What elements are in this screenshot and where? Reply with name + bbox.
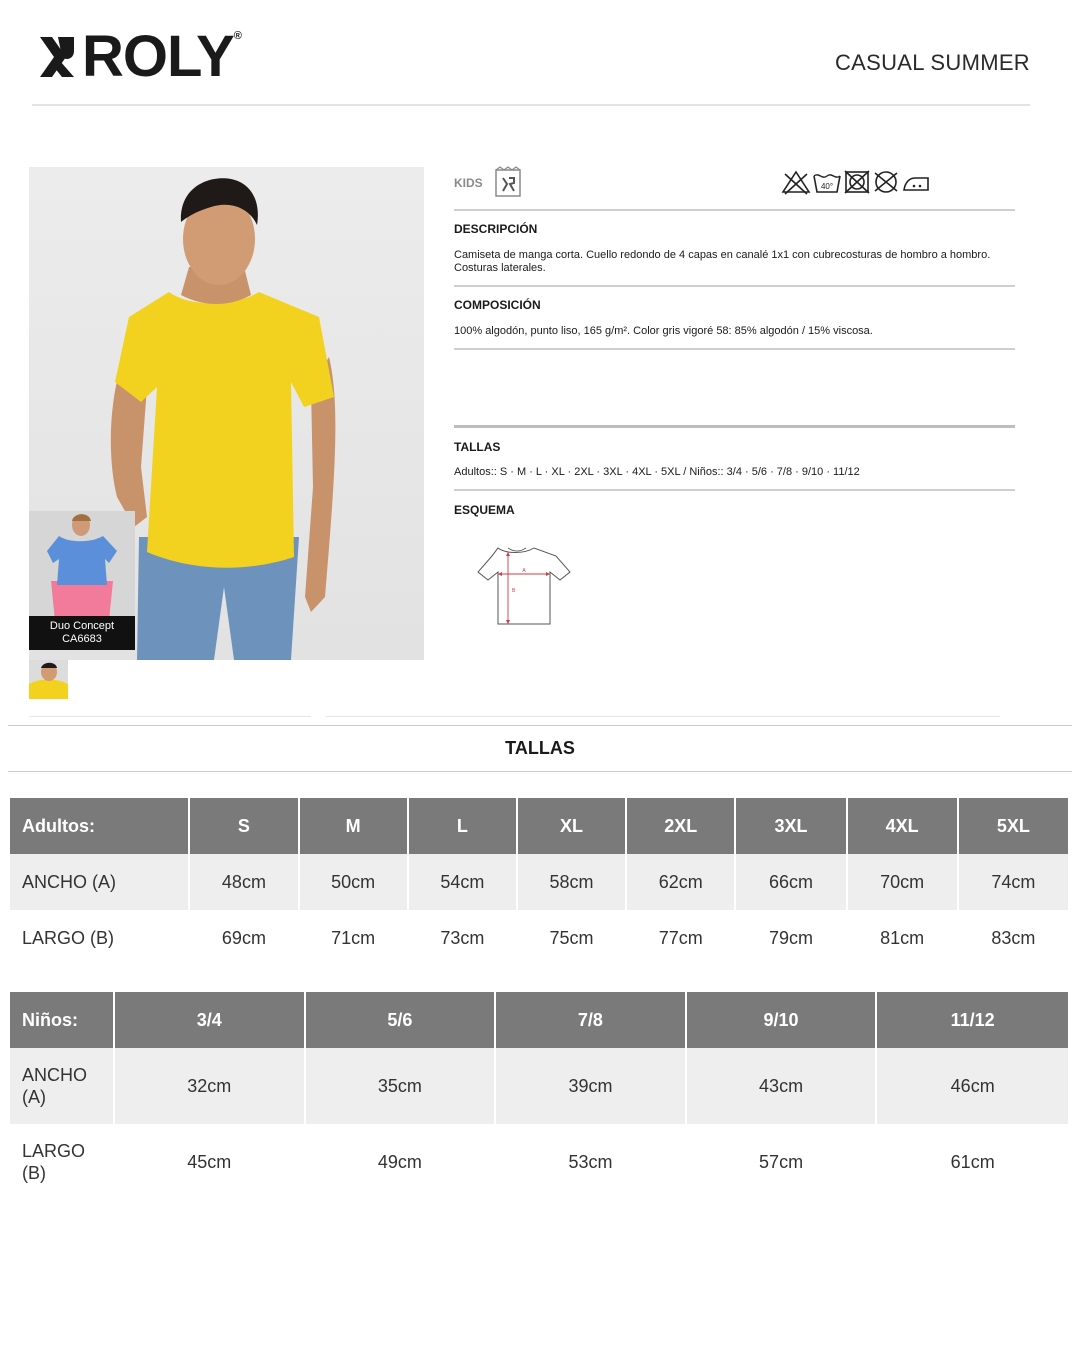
roly-mark-icon: [36, 31, 78, 83]
duo-caption-title: Duo Concept: [49, 620, 115, 632]
size-header: 9/10: [687, 992, 876, 1048]
table-cell: 45cm: [187, 1152, 232, 1172]
info-divider: [454, 209, 1015, 211]
table-cell: 50cm: [300, 854, 407, 910]
tshirt-schema-diagram: [474, 540, 574, 630]
schema-label-a: A: [522, 568, 526, 574]
schema-label-b: B: [512, 588, 516, 594]
thumbnail-illustration: [29, 660, 68, 699]
size-header: 7/8: [496, 992, 685, 1048]
row-label: LARGO (B): [22, 927, 115, 948]
no-tumble-dry-icon: [843, 168, 871, 196]
table-cell: 61cm: [950, 1152, 995, 1172]
duo-caption-code: CA6683: [62, 633, 102, 645]
kids-header: Niños:: [10, 992, 113, 1048]
brand-logo: [36, 24, 242, 89]
kids-and-care-row: [454, 166, 1015, 202]
size-header: M: [300, 798, 407, 854]
table-cell: 54cm: [409, 854, 516, 910]
table-row: [10, 854, 1068, 910]
table-cell: 48cm: [190, 854, 297, 910]
table-cell: 46cm: [877, 1048, 1068, 1124]
adults-size-table: [8, 798, 1070, 966]
section-divider: [326, 716, 1000, 717]
table-cell: 57cm: [759, 1152, 804, 1172]
table-cell: 77cm: [658, 927, 703, 948]
table-cell: 49cm: [377, 1152, 422, 1172]
table-cell: 83cm: [991, 927, 1036, 948]
size-header: 3XL: [736, 798, 845, 854]
table-header-row: [10, 992, 1068, 1048]
table-cell: 70cm: [848, 854, 957, 910]
composicion-title: COMPOSICIÓN: [454, 298, 541, 312]
tallas-info-text: Adultos:: S · M · L · XL · 2XL · 3XL · 4XL · 5XL / Niños:: 3/4 · 5/6 · 7/8 · 9/10 · 11/12: [454, 466, 860, 478]
size-header: 11/12: [877, 992, 1068, 1048]
size-header: XL: [518, 798, 625, 854]
tallas-band-bottom: [8, 771, 1072, 772]
size-header: 4XL: [848, 798, 957, 854]
table-header-row: [10, 798, 1068, 854]
table-cell: 74cm: [959, 854, 1068, 910]
kids-tag-icon: [494, 166, 522, 198]
no-bleach-icon: [781, 168, 811, 196]
info-divider: [454, 425, 1015, 428]
table-cell: 39cm: [496, 1048, 685, 1124]
care-icons: [781, 168, 931, 196]
info-divider: [454, 348, 1015, 350]
tallas-band-top: [8, 725, 1072, 726]
tallas-info-title: TALLAS: [454, 440, 501, 454]
size-header: 3/4: [115, 992, 304, 1048]
table-cell: 35cm: [306, 1048, 495, 1124]
table-cell: 81cm: [880, 927, 925, 948]
duo-concept-caption: [29, 616, 135, 650]
table-cell: 73cm: [440, 927, 485, 948]
table-cell: 79cm: [768, 927, 813, 948]
descripcion-text: Camiseta de manga corta. Cuello redondo de 4 capas en canalé 1x1 con cubrecosturas de hombro a hombro. Costuras laterales.: [454, 249, 991, 274]
table-row: [10, 1048, 1068, 1124]
table-cell: 71cm: [331, 927, 376, 948]
composicion-text: 100% algodón, punto liso, 165 g/m². Color gris vigoré 58: 85% algodón / 15% viscosa.: [454, 325, 873, 337]
table-row: [10, 910, 1068, 966]
kids-label: KIDS: [454, 176, 483, 190]
size-header: L: [409, 798, 516, 854]
adults-header: Adultos:: [10, 798, 188, 854]
row-label: ANCHO (A): [10, 854, 188, 910]
iron-medium-icon: [901, 168, 931, 196]
wash-40-icon: [812, 168, 842, 196]
brand-name: ROLY: [82, 24, 234, 89]
table-cell: 32cm: [115, 1048, 304, 1124]
collection-name: CASUAL SUMMER: [834, 50, 1030, 75]
info-divider: [454, 489, 1015, 491]
row-label: LARGO (B): [22, 1141, 86, 1183]
registered-mark: ®: [233, 30, 242, 42]
table-cell: 53cm: [568, 1152, 613, 1172]
size-section-title: TALLAS: [505, 738, 575, 758]
esquema-title: ESQUEMA: [454, 503, 515, 517]
header-divider: [32, 104, 1030, 106]
table-cell: 58cm: [518, 854, 625, 910]
table-cell: 43cm: [687, 1048, 876, 1124]
table-cell: 69cm: [221, 927, 266, 948]
size-header: S: [190, 798, 297, 854]
table-cell: 62cm: [627, 854, 734, 910]
section-divider: [29, 716, 311, 717]
info-divider: [454, 285, 1015, 287]
size-header: 5XL: [959, 798, 1068, 854]
row-label: ANCHO (A): [10, 1048, 113, 1124]
size-header: 5/6: [306, 992, 495, 1048]
size-header: 2XL: [627, 798, 734, 854]
table-cell: 75cm: [549, 927, 594, 948]
color-thumbnail-yellow[interactable]: [29, 660, 68, 699]
kids-size-table: [8, 992, 1070, 1200]
table-cell: 66cm: [736, 854, 845, 910]
no-dry-clean-icon: [872, 168, 900, 196]
descripcion-title: DESCRIPCIÓN: [454, 222, 538, 236]
svg-text:40°: 40°: [820, 182, 834, 191]
table-row: [10, 1124, 1068, 1200]
